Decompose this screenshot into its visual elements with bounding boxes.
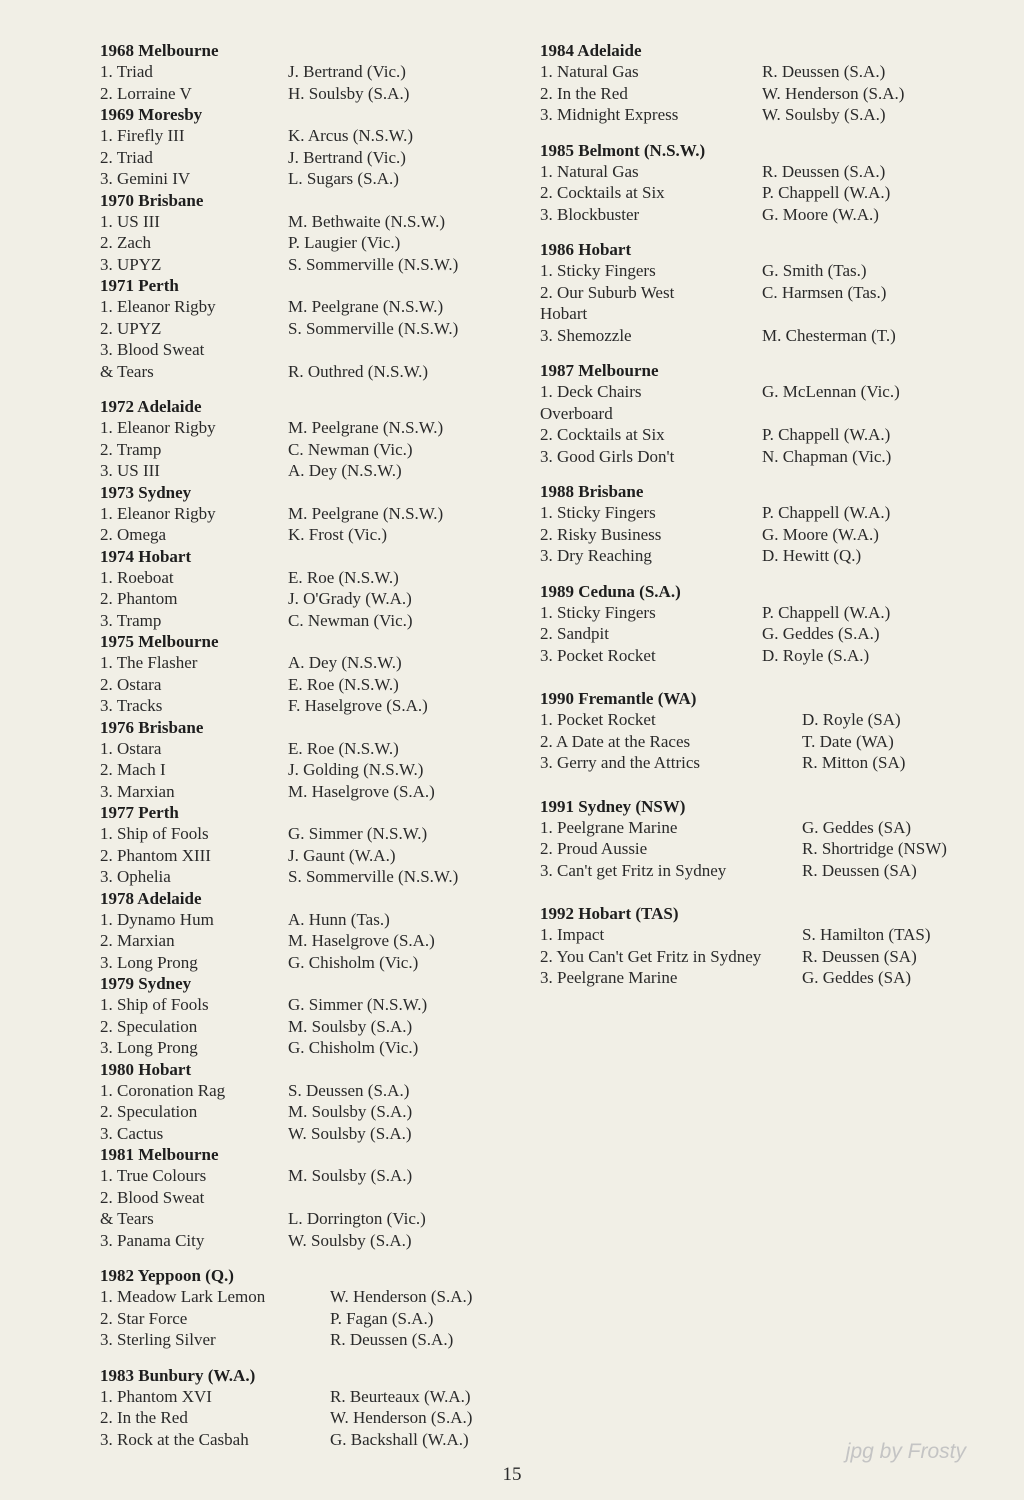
regatta-year-heading: 1973 Sydney [100, 482, 192, 502]
regatta-year-heading: 1977 Perth [100, 803, 179, 822]
boat-name: 2. A Date at the Races [540, 731, 691, 751]
boat-name: 3. Ophelia [100, 867, 171, 886]
section-spacer [100, 1251, 530, 1265]
result-row [100, 1329, 530, 1351]
boat-name: 1. Natural Gas [540, 62, 639, 81]
result-row [100, 211, 530, 233]
regatta-year-heading: 1987 Melbourne [540, 361, 659, 380]
boat-name: 3. US III [100, 461, 160, 480]
regatta-year-heading: 1976 Brisbane [100, 717, 204, 737]
regatta-section [100, 717, 530, 803]
skipper-name: D. Royle (S.A.) [762, 645, 870, 665]
regatta-section [540, 481, 1000, 567]
skipper-name: W. Henderson (S.A.) [330, 1408, 473, 1427]
result-row [100, 61, 530, 83]
regatta-section [100, 482, 530, 546]
skipper-name: P. Chappell (W.A.) [762, 183, 891, 202]
boat-name: 1. Phantom XVI [100, 1386, 212, 1406]
boat-name: 3. Tracks [100, 696, 163, 715]
result-row [100, 318, 530, 340]
skipper-name: M. Peelgrane (N.S.W.) [288, 297, 444, 316]
boat-name: 2. In the Red [540, 83, 628, 103]
regatta-year-heading: 1984 Adelaide [540, 41, 642, 60]
section-spacer [540, 126, 1000, 140]
result-row [100, 1308, 530, 1330]
boat-name: 2. Star Force [100, 1308, 188, 1328]
regatta-year-heading: 1985 Belmont (N.S.W.) [540, 140, 706, 160]
section-spacer [540, 346, 1000, 360]
result-row [100, 845, 530, 867]
boat-name: 2. Triad [100, 147, 153, 167]
result-row [100, 254, 530, 276]
boat-name: 2. Zach [100, 233, 151, 252]
skipper-name: J. Bertrand (Vic.) [288, 62, 406, 81]
result-row [540, 424, 1000, 446]
boat-name: 2. Phantom XIII [100, 845, 211, 865]
skipper-name: D. Royle (SA) [802, 710, 901, 729]
section-spacer [540, 881, 1000, 903]
skipper-name: R. Deussen (S.A.) [762, 161, 886, 181]
regatta-section [100, 1144, 530, 1251]
skipper-name: G. Moore (W.A.) [762, 524, 879, 544]
result-row [100, 503, 530, 525]
regatta-year-heading: 1990 Fremantle (WA) [540, 689, 697, 708]
right-results-column [540, 40, 1000, 989]
result-row [100, 1286, 530, 1308]
result-row [100, 1165, 530, 1187]
skipper-name: W. Soulsby (S.A.) [762, 105, 886, 124]
skipper-name: R. Beurteaux (W.A.) [330, 1386, 471, 1406]
result-row [100, 930, 530, 952]
boat-name: 3. Marxian [100, 781, 175, 801]
boat-name: 1. Eleanor Rigby [100, 418, 216, 437]
boat-name: 2. Sandpit [540, 624, 609, 643]
skipper-name: P. Laugier (Vic.) [288, 233, 401, 252]
skipper-name: S. Sommerville (N.S.W.) [288, 318, 459, 338]
skipper-name: A. Dey (N.S.W.) [288, 653, 402, 672]
result-row [100, 759, 530, 781]
result-row [540, 623, 1000, 645]
result-row [540, 731, 1000, 753]
result-row [100, 1080, 530, 1102]
boat-name: 3. Dry Reaching [540, 546, 652, 565]
boat-name: 2. Marxian [100, 931, 175, 950]
skipper-name: G. Simmer (N.S.W.) [288, 824, 428, 843]
result-row [540, 83, 1000, 105]
result-row [100, 994, 530, 1016]
regatta-section [540, 360, 1000, 467]
boat-name: 2. Cocktails at Six [540, 425, 665, 444]
boat-name: 3. Gemini IV [100, 169, 191, 188]
result-row [540, 924, 1000, 946]
result-row [540, 282, 1000, 325]
boat-name: 1. Dynamo Hum [100, 909, 214, 929]
boat-name: 1. Impact [540, 925, 605, 944]
result-row [100, 695, 530, 717]
boat-name: 3. Pocket Rocket [540, 645, 656, 665]
regatta-section [540, 903, 1000, 989]
skipper-name: P. Chappell (W.A.) [762, 503, 891, 522]
result-row [100, 232, 530, 254]
skipper-name: L. Dorrington (Vic.) [288, 1209, 426, 1228]
skipper-name: S. Sommerville (N.S.W.) [288, 254, 459, 274]
watermark: jpg by Frosty [845, 1440, 966, 1463]
left-results-column [100, 40, 530, 1450]
result-row [540, 325, 1000, 347]
regatta-year-heading: 1968 Melbourne [100, 41, 219, 60]
boat-name: 3. Sterling Silver [100, 1330, 216, 1349]
regatta-section [540, 140, 1000, 226]
result-row [100, 781, 530, 803]
boat-name: 1. Natural Gas [540, 161, 639, 181]
boat-name: 1. Meadow Lark Lemon [100, 1287, 266, 1306]
result-row [540, 104, 1000, 126]
boat-name: 1. True Colours [100, 1166, 207, 1185]
result-row [100, 674, 530, 696]
boat-name: 3. Midnight Express [540, 105, 679, 124]
result-row [540, 161, 1000, 183]
result-row [100, 1123, 530, 1145]
section-spacer [100, 1351, 530, 1365]
regatta-year-heading: 1978 Adelaide [100, 888, 202, 908]
regatta-section [100, 104, 530, 190]
result-row [540, 446, 1000, 468]
regatta-section [100, 973, 530, 1059]
boat-name: 1. Ship of Fools [100, 995, 209, 1014]
result-row [540, 817, 1000, 839]
skipper-name: M. Soulsby (S.A.) [288, 1166, 413, 1185]
regatta-year-heading: 1988 Brisbane [540, 482, 644, 501]
skipper-name: S. Deussen (S.A.) [288, 1080, 410, 1100]
boat-name: 1. Eleanor Rigby [100, 503, 216, 523]
result-row [100, 439, 530, 461]
regatta-section [100, 40, 530, 104]
regatta-year-heading: 1969 Moresby [100, 105, 203, 124]
skipper-name: L. Sugars (S.A.) [288, 169, 399, 188]
skipper-name: K. Arcus (N.S.W.) [288, 126, 413, 145]
result-row [100, 610, 530, 632]
result-row [100, 417, 530, 439]
skipper-name: G. Simmer (N.S.W.) [288, 995, 428, 1014]
boat-name: 1. Triad [100, 62, 153, 81]
section-spacer [540, 567, 1000, 581]
result-row [100, 1429, 530, 1451]
boat-name: 1. Roeboat [100, 567, 174, 587]
boat-name: 2. Cocktails at Six [540, 183, 665, 202]
boat-name: 3. Long Prong [100, 1038, 198, 1057]
skipper-name: R. Deussen (SA) [802, 946, 917, 966]
result-row [540, 946, 1000, 968]
skipper-name: G. Chisholm (Vic.) [288, 952, 419, 972]
result-row [100, 524, 530, 546]
skipper-name: F. Haselgrove (S.A.) [288, 696, 428, 715]
skipper-name: E. Roe (N.S.W.) [288, 674, 399, 694]
result-row [100, 1037, 530, 1059]
result-row [540, 260, 1000, 282]
regatta-section [100, 396, 530, 482]
section-spacer [540, 225, 1000, 239]
result-row [540, 182, 1000, 204]
boat-name: 2. Mach I [100, 760, 166, 779]
skipper-name: P. Chappell (W.A.) [762, 425, 891, 444]
result-row [100, 567, 530, 589]
regatta-year-heading: 1974 Hobart [100, 546, 192, 566]
skipper-name: M. Soulsby (S.A.) [288, 1102, 413, 1121]
skipper-name: M. Haselgrove (S.A.) [288, 931, 435, 950]
boat-name: 1. The Flasher [100, 653, 198, 672]
result-row [100, 866, 530, 888]
regatta-section [100, 888, 530, 974]
skipper-name: E. Roe (N.S.W.) [288, 567, 399, 587]
skipper-name: S. Hamilton (TAS) [802, 925, 931, 944]
result-row [100, 1407, 530, 1429]
result-row [100, 909, 530, 931]
boat-name: 1. Sticky Fingers [540, 503, 656, 522]
regatta-section [540, 239, 1000, 346]
boat-name: 1. US III [100, 211, 160, 231]
boat-name: 3. Good Girls Don't [540, 446, 675, 466]
boat-name: 2. Our Suburb West Hobart [540, 282, 675, 323]
skipper-name: N. Chapman (Vic.) [762, 446, 892, 466]
regatta-year-heading: 1986 Hobart [540, 240, 632, 259]
regatta-section [540, 581, 1000, 667]
result-row [100, 1187, 530, 1230]
regatta-section [540, 796, 1000, 882]
regatta-section [100, 1059, 530, 1145]
skipper-name: M. Bethwaite (N.S.W.) [288, 211, 446, 231]
result-row [540, 204, 1000, 226]
skipper-name: P. Chappell (W.A.) [762, 602, 891, 622]
regatta-section [100, 275, 530, 382]
regatta-section [100, 546, 530, 632]
boat-name: 2. Speculation [100, 1016, 198, 1036]
skipper-name: G. McLennan (Vic.) [762, 382, 900, 401]
result-row [100, 339, 530, 382]
boat-name: 3. Gerry and the Attrics [540, 753, 701, 772]
boat-name: 2. UPYZ [100, 318, 162, 338]
regatta-section [100, 190, 530, 276]
skipper-name: M. Peelgrane (N.S.W.) [288, 418, 444, 437]
boat-name: 2. Ostara [100, 674, 162, 694]
result-row [540, 602, 1000, 624]
boat-name: 1. Peelgrane Marine [540, 817, 678, 837]
skipper-name: A. Dey (N.S.W.) [288, 461, 402, 480]
skipper-name: W. Soulsby (S.A.) [288, 1123, 412, 1143]
skipper-name: M. Peelgrane (N.S.W.) [288, 503, 444, 523]
skipper-name: R. Deussen (S.A.) [762, 62, 886, 81]
boat-name: 3. Can't get Fritz in Sydney [540, 860, 727, 880]
skipper-name: R. Mitton (SA) [802, 753, 906, 772]
skipper-name: G. Chisholm (Vic.) [288, 1038, 419, 1057]
skipper-name: K. Frost (Vic.) [288, 525, 388, 544]
boat-name: 1. Deck Chairs Overboard [540, 382, 642, 423]
skipper-name: C. Newman (Vic.) [288, 610, 413, 630]
result-row [100, 1101, 530, 1123]
boat-name: 1. Sticky Fingers [540, 602, 656, 622]
regatta-section [100, 802, 530, 888]
boat-name: 1. Ostara [100, 738, 162, 758]
skipper-name: D. Hewitt (Q.) [762, 546, 862, 565]
skipper-name: J. Golding (N.S.W.) [288, 760, 424, 779]
result-row [540, 645, 1000, 667]
skipper-name: G. Moore (W.A.) [762, 204, 879, 224]
regatta-year-heading: 1980 Hobart [100, 1059, 192, 1079]
boat-name: 1. Eleanor Rigby [100, 297, 216, 316]
boat-name: 3. Panama City [100, 1230, 205, 1250]
boat-name: 2. Speculation [100, 1102, 198, 1121]
skipper-name: T. Date (WA) [802, 731, 894, 751]
regatta-section [100, 631, 530, 717]
regatta-year-heading: 1991 Sydney (NSW) [540, 796, 686, 816]
result-row [100, 1016, 530, 1038]
regatta-year-heading: 1970 Brisbane [100, 190, 204, 210]
boat-name: 1. Pocket Rocket [540, 710, 656, 729]
skipper-name: W. Henderson (S.A.) [330, 1287, 473, 1306]
skipper-name: G. Geddes (S.A.) [762, 624, 880, 643]
regatta-year-heading: 1983 Bunbury (W.A.) [100, 1365, 256, 1385]
skipper-name: E. Roe (N.S.W.) [288, 738, 399, 758]
result-row [540, 524, 1000, 546]
result-row [100, 823, 530, 845]
skipper-name: J. O'Grady (W.A.) [288, 589, 412, 608]
boat-name: 2. In the Red [100, 1408, 188, 1427]
result-row [540, 502, 1000, 524]
regatta-year-heading: 1989 Ceduna (S.A.) [540, 581, 681, 601]
skipper-name: R. Deussen (SA) [802, 860, 917, 880]
result-row [100, 460, 530, 482]
page-number: 15 [502, 1464, 522, 1485]
regatta-section [540, 40, 1000, 126]
boat-name: 3. Long Prong [100, 952, 198, 972]
boat-name: 1. Sticky Fingers [540, 261, 656, 280]
result-row [100, 168, 530, 190]
boat-name: 1. Ship of Fools [100, 824, 209, 843]
regatta-year-heading: 1982 Yeppoon (Q.) [100, 1266, 234, 1285]
section-spacer [540, 774, 1000, 796]
result-row [540, 967, 1000, 989]
regatta-year-heading: 1992 Hobart (TAS) [540, 904, 679, 923]
result-row [540, 838, 1000, 860]
regatta-section [100, 1365, 530, 1451]
result-row [540, 709, 1000, 731]
skipper-name: J. Bertrand (Vic.) [288, 147, 406, 167]
result-row [540, 61, 1000, 83]
boat-name: 3. Blockbuster [540, 204, 640, 224]
boat-name: 3. UPYZ [100, 254, 162, 274]
boat-name: 3. Rock at the Casbah [100, 1429, 249, 1449]
skipper-name: G. Geddes (SA) [802, 817, 912, 837]
result-row [100, 83, 530, 105]
skipper-name: M. Soulsby (S.A.) [288, 1016, 413, 1036]
regatta-section [100, 1265, 530, 1351]
section-spacer [540, 467, 1000, 481]
boat-name: 2. Blood Sweat & Tears [100, 1187, 205, 1228]
boat-name: 1. Firefly III [100, 126, 185, 145]
skipper-name: W. Soulsby (S.A.) [288, 1230, 412, 1250]
result-row [100, 952, 530, 974]
result-row [540, 545, 1000, 567]
result-row [540, 752, 1000, 774]
boat-name: 2. Omega [100, 525, 167, 544]
result-row [100, 1230, 530, 1252]
result-row [100, 296, 530, 318]
skipper-name: M. Haselgrove (S.A.) [288, 781, 435, 801]
skipper-name: A. Hunn (Tas.) [288, 909, 390, 929]
regatta-section [540, 688, 1000, 774]
skipper-name: W. Henderson (S.A.) [762, 83, 905, 103]
section-spacer [540, 666, 1000, 688]
result-row [100, 588, 530, 610]
regatta-year-heading: 1981 Melbourne [100, 1145, 219, 1164]
skipper-name: G. Geddes (SA) [802, 968, 912, 987]
boat-name: 2. Phantom [100, 589, 178, 608]
boat-name: 3. Shemozzle [540, 325, 632, 345]
regatta-year-heading: 1975 Melbourne [100, 632, 219, 651]
boat-name: 3. Blood Sweat & Tears [100, 340, 205, 381]
skipper-name: R. Outhred (N.S.W.) [288, 361, 429, 381]
result-row [540, 381, 1000, 424]
result-row [100, 738, 530, 760]
boat-name: 3. Peelgrane Marine [540, 968, 678, 987]
result-row [540, 860, 1000, 882]
skipper-name: J. Gaunt (W.A.) [288, 845, 396, 865]
skipper-name: R. Shortridge (NSW) [802, 839, 947, 858]
skipper-name: S. Sommerville (N.S.W.) [288, 867, 459, 886]
skipper-name: G. Smith (Tas.) [762, 261, 867, 280]
regatta-year-heading: 1972 Adelaide [100, 397, 202, 416]
result-row [100, 125, 530, 147]
skipper-name: R. Deussen (S.A.) [330, 1330, 454, 1349]
section-spacer [100, 382, 530, 396]
boat-name: 2. Proud Aussie [540, 839, 648, 858]
skipper-name: H. Soulsby (S.A.) [288, 83, 410, 103]
result-row [100, 147, 530, 169]
skipper-name: P. Fagan (S.A.) [330, 1308, 434, 1328]
result-row [100, 1386, 530, 1408]
result-row [100, 652, 530, 674]
boat-name: 3. Tramp [100, 610, 162, 630]
boat-name: 2. You Can't Get Fritz in Sydney [540, 946, 762, 966]
boat-name: 1. Coronation Rag [100, 1080, 226, 1100]
boat-name: 3. Cactus [100, 1123, 164, 1143]
boat-name: 2. Tramp [100, 439, 162, 459]
skipper-name: G. Backshall (W.A.) [330, 1429, 469, 1449]
boat-name: 2. Risky Business [540, 524, 662, 544]
skipper-name: C. Harmsen (Tas.) [762, 282, 887, 302]
regatta-year-heading: 1979 Sydney [100, 974, 192, 993]
boat-name: 2. Lorraine V [100, 83, 192, 103]
skipper-name: M. Chesterman (T.) [762, 325, 896, 345]
skipper-name: C. Newman (Vic.) [288, 439, 413, 459]
regatta-year-heading: 1971 Perth [100, 276, 179, 295]
